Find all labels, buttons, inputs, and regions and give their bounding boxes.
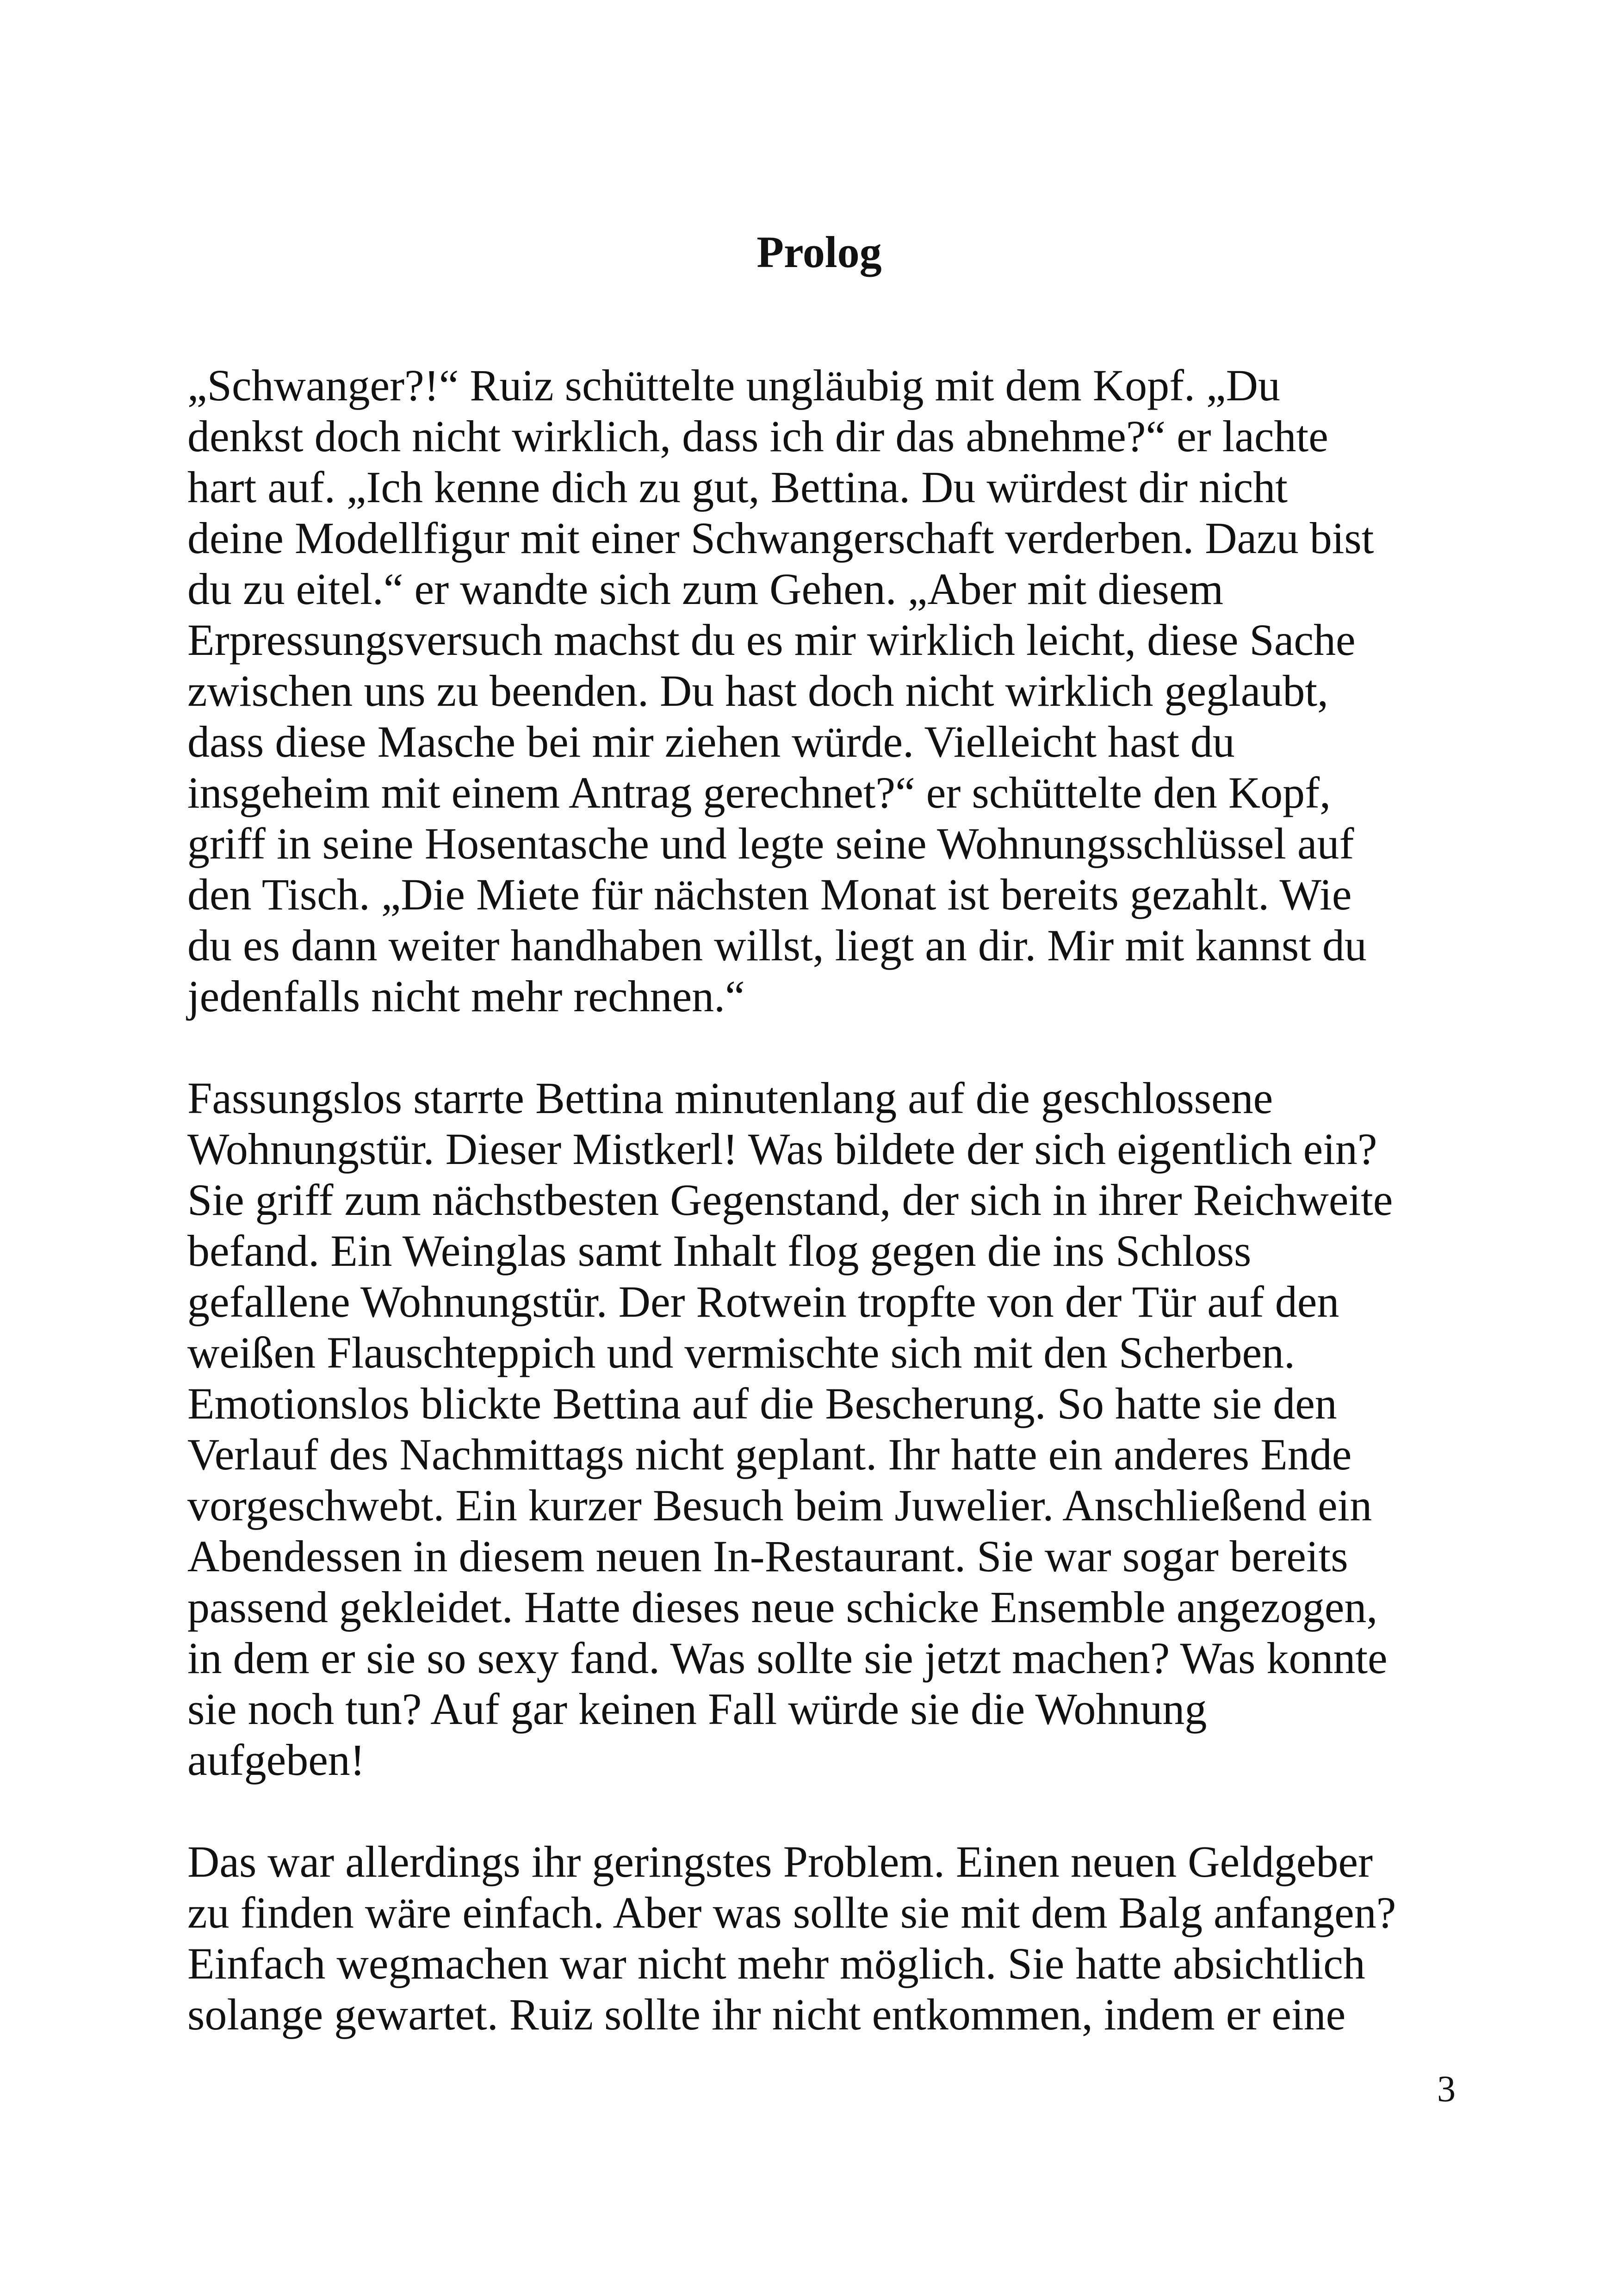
text-line: vorgeschwebt. Ein kurzer Besuch beim Juwelier. Anschließend ein	[187, 1481, 1372, 1530]
text-line: hart auf. „Ich kenne dich zu gut, Bettina. Du würdest dir nicht	[187, 462, 1288, 512]
text-line: „Schwanger?!“ Ruiz schüttelte ungläubig mit dem Kopf. „Du	[187, 361, 1280, 410]
text-line: dass diese Masche bei mir ziehen würde. Vielleicht hast du	[187, 717, 1235, 766]
text-line: griff in seine Hosentasche und legte seine Wohnungsschlüssel auf	[187, 819, 1354, 868]
text-line: solange gewartet. Ruiz sollte ihr nicht entkommen, indem er eine	[187, 1990, 1346, 2039]
paragraph-3	[187, 1836, 1529, 2040]
body-text	[187, 360, 1529, 2040]
chapter-title: Prolog	[756, 227, 882, 277]
text-line: zwischen uns zu beenden. Du hast doch nicht wirklich geglaubt,	[187, 666, 1328, 716]
text-line: Das war allerdings ihr geringstes Problem. Einen neuen Geldgeber	[187, 1837, 1373, 1886]
text-line: Emotionslos blickte Bettina auf die Bescherung. So hatte sie den	[187, 1379, 1337, 1428]
text-line: Verlauf des Nachmittags nicht geplant. Ihr hatte ein anderes Ende	[187, 1430, 1352, 1479]
text-line: Abendessen in diesem neuen In-Restaurant. Sie war sogar bereits	[187, 1531, 1348, 1581]
text-line: denkst doch nicht wirklich, dass ich dir das abnehme?“ er lachte	[187, 411, 1328, 461]
text-line: Wohnungstür. Dieser Mistkerl! Was bildete der sich eigentlich ein?	[187, 1124, 1377, 1174]
text-line: aufgeben!	[187, 1735, 365, 1785]
text-line: weißen Flauschteppich und vermischte sich mit den Scherben.	[187, 1328, 1296, 1377]
text-line: passend gekleidet. Hatte dieses neue schicke Ensemble angezogen,	[187, 1582, 1378, 1632]
text-line: Fassungslos starrte Bettina minutenlang auf die geschlossene	[187, 1073, 1273, 1123]
text-line: befand. Ein Weinglas samt Inhalt flog gegen die ins Schloss	[187, 1226, 1252, 1276]
text-line: sie noch tun? Auf gar keinen Fall würde sie die Wohnung	[187, 1684, 1207, 1734]
text-line: in dem er sie so sexy fand. Was sollte sie jetzt machen? Was konnte	[187, 1633, 1388, 1683]
paragraph-2	[187, 1073, 1529, 1786]
text-line: jedenfalls nicht mehr rechnen.“	[187, 971, 745, 1021]
text-line: insgeheim mit einem Antrag gerechnet?“ er schüttelte den Kopf,	[187, 768, 1331, 817]
text-line: Einfach wegmachen war nicht mehr möglich. Sie hatte absichtlich	[187, 1939, 1365, 1988]
text-line: deine Modellfigur mit einer Schwangerschaft verderben. Dazu bist	[187, 513, 1374, 563]
text-line: gefallene Wohnungstür. Der Rotwein tropfte von der Tür auf den	[187, 1277, 1339, 1326]
text-line: Erpressungsversuch machst du es mir wirklich leicht, diese Sache	[187, 615, 1356, 665]
page-number: 3	[1437, 2069, 1456, 2109]
text-line: zu finden wäre einfach. Aber was sollte sie mit dem Balg anfangen?	[187, 1888, 1396, 1937]
text-line: Sie griff zum nächstbesten Gegenstand, der sich in ihrer Reichweite	[187, 1175, 1393, 1225]
text-line: du zu eitel.“ er wandte sich zum Gehen. „Aber mit diesem	[187, 564, 1224, 614]
paragraph-1	[187, 360, 1529, 1022]
text-line: du es dann weiter handhaben willst, liegt an dir. Mir mit kannst du	[187, 921, 1367, 970]
text-line: den Tisch. „Die Miete für nächsten Monat ist bereits gezahlt. Wie	[187, 870, 1352, 919]
